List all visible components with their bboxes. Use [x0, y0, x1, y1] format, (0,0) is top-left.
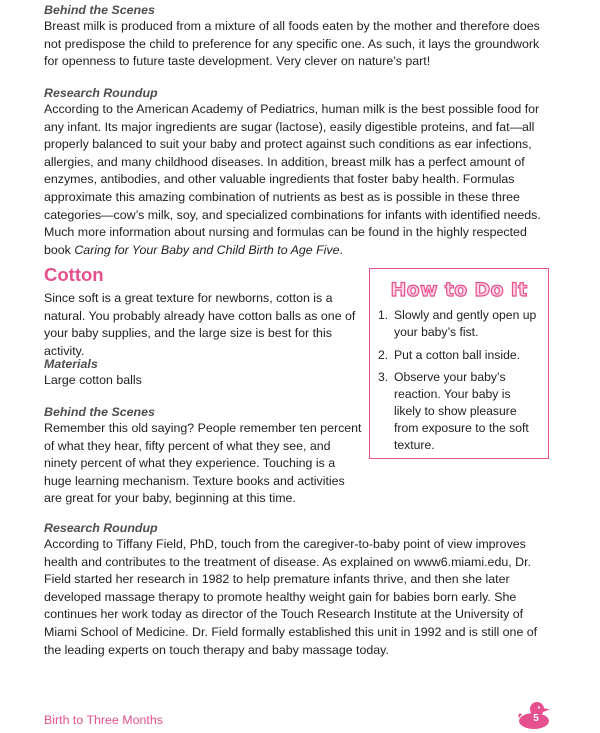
- footer-section-label: Birth to Three Months: [44, 713, 163, 727]
- cotton-behind-heading: Behind the Scenes: [44, 405, 155, 419]
- step-number: 1.: [378, 308, 389, 322]
- cotton-behind-text: Remember this old saying? People remember ten percent of what they hear, fifty percent of what they see, and ninety percent of what they experience. Touching is a huge learning mechanism. Texture books and activities are great for your baby, beginning at this time.: [44, 421, 362, 506]
- how-to-box: [369, 268, 549, 459]
- book-title: Caring for Your Baby and Child Birth to Age Five: [74, 242, 340, 257]
- how-to-step: [370, 307, 548, 341]
- step-text: Slowly and gently open up your baby’s fist.: [394, 308, 537, 339]
- how-to-steps: [370, 307, 548, 459]
- research-roundup-heading: Research Roundup: [44, 86, 158, 100]
- research-roundup-end: .: [339, 242, 343, 257]
- page-number: 5: [533, 713, 539, 724]
- research-roundup-body: According to the American Academy of Pediatrics, human milk is the best possible food for any infant. Its major ingredients are sugar (lactose), easily digestible proteins, and fat—all properly balanced to suit your baby and protect against such conditions as ear infections, allergies, and many childhood diseases. In addition, breast milk has a perfect amount of enzymes, antibodies, and other valuable ingredients that foster baby health. Formulas approximate this amazing combination of nutrients as best as is possible in these three categories—cow’s milk, soy, and specialized combinations for infants with identified needs. Much more information about nursing and formulas can be found in the highly respected book: [44, 102, 541, 257]
- materials-text: Large cotton balls: [44, 373, 142, 387]
- step-text: Put a cotton ball inside.: [394, 347, 521, 362]
- cotton-intro: Since soft is a great texture for newborns, cotton is a natural. You probably already have cotton balls as one of your baby supplies, and the large size is best for this activity.: [44, 291, 356, 358]
- cotton-title: Cotton: [44, 264, 104, 285]
- materials-heading: Materials: [44, 357, 98, 371]
- step-text: Observe your baby’s reaction. Your baby is likely to show pleasure from exposure to the soft texture.: [394, 370, 529, 452]
- research-roundup-text: [44, 101, 556, 259]
- behind-the-scenes-text: Breast milk is produced from a mixture of all foods eaten by the mother and therefore does not predispose the child to preference for any specific one. As such, it lays the groundwork for openness to future taste development. Very clever on nature’s part!: [44, 19, 540, 69]
- how-to-step: [370, 369, 548, 453]
- behind-the-scenes-heading: Behind the Scenes: [44, 3, 155, 17]
- how-to-title: How to Do It: [390, 279, 528, 301]
- cotton-research-text: According to Tiffany Field, PhD, touch from the caregiver-to-baby point of view improves health and contributes to the treatment of disease. As explained on www6.miami.edu, Dr. Field started her research in 1982 to help premature infants thrive, and then she later developed massage therapy to promote healthy weight gain for babies born early. She continues her work today as director of the Touch Research Institute at the University of Miami School of Medicine. Dr. Field formally established this unit in 1992 and is still one of the leading experts on touch therapy and baby massage today.: [44, 537, 538, 657]
- step-number: 2.: [378, 347, 389, 362]
- cotton-research-heading: Research Roundup: [44, 521, 158, 535]
- how-to-step: [370, 347, 548, 364]
- step-number: 3.: [378, 370, 389, 385]
